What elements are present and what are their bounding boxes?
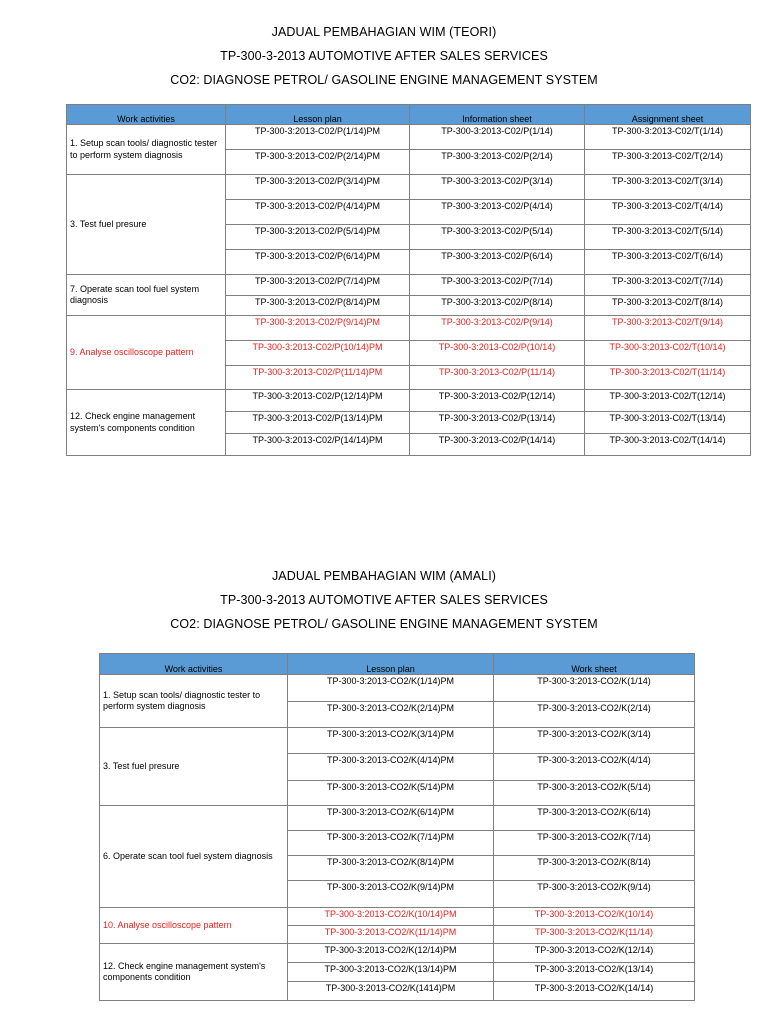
amali-header-lesson-plan: Lesson plan <box>288 654 494 675</box>
code-cell: TP-300-3:2013-C02/T(11/14) <box>585 366 751 390</box>
code-cell: TP-300-3:2013-C02/P(9/14) <box>410 316 585 341</box>
code-cell: TP-300-3:2013-C02/P(11/14)PM <box>226 366 410 390</box>
work-activity-cell: 10. Analyse oscilloscope pattern <box>100 908 288 944</box>
teori-title-line-1: JADUAL PEMBAHAGIAN WIM (TEORI) <box>271 25 497 39</box>
table-row <box>100 728 695 754</box>
code-cell: TP-300-3:2013-CO2/K(7/14)PM <box>288 831 494 856</box>
teori-table <box>66 104 751 456</box>
code-cell: TP-300-3:2013-C02/P(3/14) <box>410 175 585 200</box>
code-cell: TP-300-3:2013-C02/P(9/14)PM <box>226 316 410 341</box>
amali-title-line-3: CO2: DIAGNOSE PETROL/ GASOLINE ENGINE MANAGEMENT SYSTEM <box>170 617 598 631</box>
code-cell: TP-300-3:2013-C02/P(8/14) <box>410 296 585 316</box>
code-cell: TP-300-3:2013-CO2/K(12/14) <box>494 944 695 963</box>
code-cell: TP-300-3:2013-CO2/K(6/14)PM <box>288 806 494 831</box>
teori-title-block <box>0 20 768 92</box>
table-row <box>67 175 751 200</box>
code-cell: TP-300-3:2013-CO2/K(7/14) <box>494 831 695 856</box>
code-cell: TP-300-3:2013-C02/P(2/14) <box>410 150 585 175</box>
code-cell: TP-300-3:2013-CO2/K(4/14)PM <box>288 754 494 781</box>
code-cell: TP-300-3:2013-CO2/K(9/14)PM <box>288 881 494 908</box>
code-cell: TP-300-3:2013-CO2/K(12/14)PM <box>288 944 494 963</box>
table-row <box>67 316 751 341</box>
code-cell: TP-300-3:2013-CO2/K(1414)PM <box>288 982 494 1001</box>
code-cell: TP-300-3:2013-CO2/K(11/14)PM <box>288 926 494 944</box>
code-cell: TP-300-3:2013-C02/P(10/14)PM <box>226 341 410 366</box>
table-row <box>100 944 695 963</box>
code-cell: TP-300-3:2013-C02/P(10/14) <box>410 341 585 366</box>
code-cell: TP-300-3:2013-C02/T(8/14) <box>585 296 751 316</box>
table-row <box>67 275 751 296</box>
teori-header-row <box>67 105 751 125</box>
code-cell: TP-300-3:2013-CO2/K(2/14)PM <box>288 702 494 728</box>
code-cell: TP-300-3:2013-CO2/K(10/14)PM <box>288 908 494 926</box>
table-row <box>67 125 751 150</box>
teori-header-information-sheet: Information sheet <box>410 105 585 125</box>
code-cell: TP-300-3:2013-C02/P(14/14) <box>410 434 585 456</box>
code-cell: TP-300-3:2013-CO2/K(5/14) <box>494 781 695 806</box>
teori-title-line-2: TP-300-3-2013 AUTOMOTIVE AFTER SALES SERVICES <box>220 49 548 63</box>
amali-table <box>99 653 695 1001</box>
code-cell: TP-300-3:2013-CO2/K(2/14) <box>494 702 695 728</box>
amali-title-line-2: TP-300-3-2013 AUTOMOTIVE AFTER SALES SERVICES <box>220 593 548 607</box>
amali-header-row <box>100 654 695 675</box>
code-cell: TP-300-3:2013-CO2/K(1/14)PM <box>288 675 494 702</box>
code-cell: TP-300-3:2013-C02/T(9/14) <box>585 316 751 341</box>
teori-title-line-3: CO2: DIAGNOSE PETROL/ GASOLINE ENGINE MANAGEMENT SYSTEM <box>170 73 598 87</box>
code-cell: TP-300-3:2013-C02/T(2/14) <box>585 150 751 175</box>
code-cell: TP-300-3:2013-C02/P(11/14) <box>410 366 585 390</box>
work-activity-cell: 7. Operate scan tool fuel system diagnosis <box>67 275 226 316</box>
code-cell: TP-300-3:2013-CO2/K(8/14) <box>494 856 695 881</box>
table-row <box>100 908 695 926</box>
code-cell: TP-300-3:2013-C02/P(1/14) <box>410 125 585 150</box>
code-cell: TP-300-3:2013-C02/T(6/14) <box>585 250 751 275</box>
table-row <box>100 806 695 831</box>
code-cell: TP-300-3:2013-C02/P(7/14) <box>410 275 585 296</box>
work-activity-cell: 3. Test fuel presure <box>67 175 226 275</box>
table-row <box>67 390 751 412</box>
code-cell: TP-300-3:2013-C02/P(6/14)PM <box>226 250 410 275</box>
code-cell: TP-300-3:2013-C02/P(2/14)PM <box>226 150 410 175</box>
work-activity-cell: 12. Check engine management system's components condition <box>67 390 226 456</box>
work-activity-cell: 1. Setup scan tools/ diagnostic tester to perform system diagnosis <box>67 125 226 175</box>
code-cell: TP-300-3:2013-C02/P(8/14)PM <box>226 296 410 316</box>
code-cell: TP-300-3:2013-CO2/K(9/14) <box>494 881 695 908</box>
code-cell: TP-300-3:2013-CO2/K(5/14)PM <box>288 781 494 806</box>
code-cell: TP-300-3:2013-CO2/K(3/14)PM <box>288 728 494 754</box>
code-cell: TP-300-3:2013-CO2/K(6/14) <box>494 806 695 831</box>
code-cell: TP-300-3:2013-CO2/K(1/14) <box>494 675 695 702</box>
code-cell: TP-300-3:2013-C02/P(5/14)PM <box>226 225 410 250</box>
code-cell: TP-300-3:2013-CO2/K(11/14) <box>494 926 695 944</box>
work-activity-cell: 9. Analyse oscilloscope pattern <box>67 316 226 390</box>
code-cell: TP-300-3:2013-C02/P(5/14) <box>410 225 585 250</box>
teori-header-lesson-plan: Lesson plan <box>226 105 410 125</box>
work-activity-cell: 1. Setup scan tools/ diagnostic tester to perform system diagnosis <box>100 675 288 728</box>
code-cell: TP-300-3:2013-C02/T(4/14) <box>585 200 751 225</box>
code-cell: TP-300-3:2013-C02/P(3/14)PM <box>226 175 410 200</box>
code-cell: TP-300-3:2013-C02/T(14/14) <box>585 434 751 456</box>
code-cell: TP-300-3:2013-C02/T(5/14) <box>585 225 751 250</box>
code-cell: TP-300-3:2013-C02/T(13/14) <box>585 412 751 434</box>
code-cell: TP-300-3:2013-C02/P(4/14)PM <box>226 200 410 225</box>
table-row <box>100 675 695 702</box>
teori-header-work-activities: Work activities <box>67 105 226 125</box>
amali-header-work-activities: Work activities <box>100 654 288 675</box>
code-cell: TP-300-3:2013-CO2/K(3/14) <box>494 728 695 754</box>
code-cell: TP-300-3:2013-C02/T(3/14) <box>585 175 751 200</box>
teori-header-assignment-sheet: Assignment sheet <box>585 105 751 125</box>
code-cell: TP-300-3:2013-CO2/K(13/14) <box>494 963 695 982</box>
code-cell: TP-300-3:2013-C02/P(6/14) <box>410 250 585 275</box>
code-cell: TP-300-3:2013-C02/P(14/14)PM <box>226 434 410 456</box>
code-cell: TP-300-3:2013-C02/T(7/14) <box>585 275 751 296</box>
amali-header-work-sheet: Work sheet <box>494 654 695 675</box>
code-cell: TP-300-3:2013-C02/T(1/14) <box>585 125 751 150</box>
code-cell: TP-300-3:2013-C02/P(7/14)PM <box>226 275 410 296</box>
amali-title-line-1: JADUAL PEMBAHAGIAN WIM (AMALI) <box>271 569 497 583</box>
code-cell: TP-300-3:2013-C02/P(12/14) <box>410 390 585 412</box>
code-cell: TP-300-3:2013-C02/P(13/14) <box>410 412 585 434</box>
code-cell: TP-300-3:2013-C02/P(1/14)PM <box>226 125 410 150</box>
code-cell: TP-300-3:2013-CO2/K(10/14) <box>494 908 695 926</box>
code-cell: TP-300-3:2013-C02/P(4/14) <box>410 200 585 225</box>
work-activity-cell: 6. Operate scan tool fuel system diagnosis <box>100 806 288 908</box>
code-cell: TP-300-3:2013-C02/P(12/14)PM <box>226 390 410 412</box>
code-cell: TP-300-3:2013-C02/P(13/14)PM <box>226 412 410 434</box>
amali-title-block <box>0 564 768 636</box>
code-cell: TP-300-3:2013-CO2/K(4/14) <box>494 754 695 781</box>
work-activity-cell: 12. Check engine management system's components condition <box>100 944 288 1001</box>
code-cell: TP-300-3:2013-CO2/K(13/14)PM <box>288 963 494 982</box>
code-cell: TP-300-3:2013-C02/T(10/14) <box>585 341 751 366</box>
code-cell: TP-300-3:2013-CO2/K(8/14)PM <box>288 856 494 881</box>
code-cell: TP-300-3:2013-CO2/K(14/14) <box>494 982 695 1001</box>
work-activity-cell: 3. Test fuel presure <box>100 728 288 806</box>
code-cell: TP-300-3:2013-C02/T(12/14) <box>585 390 751 412</box>
